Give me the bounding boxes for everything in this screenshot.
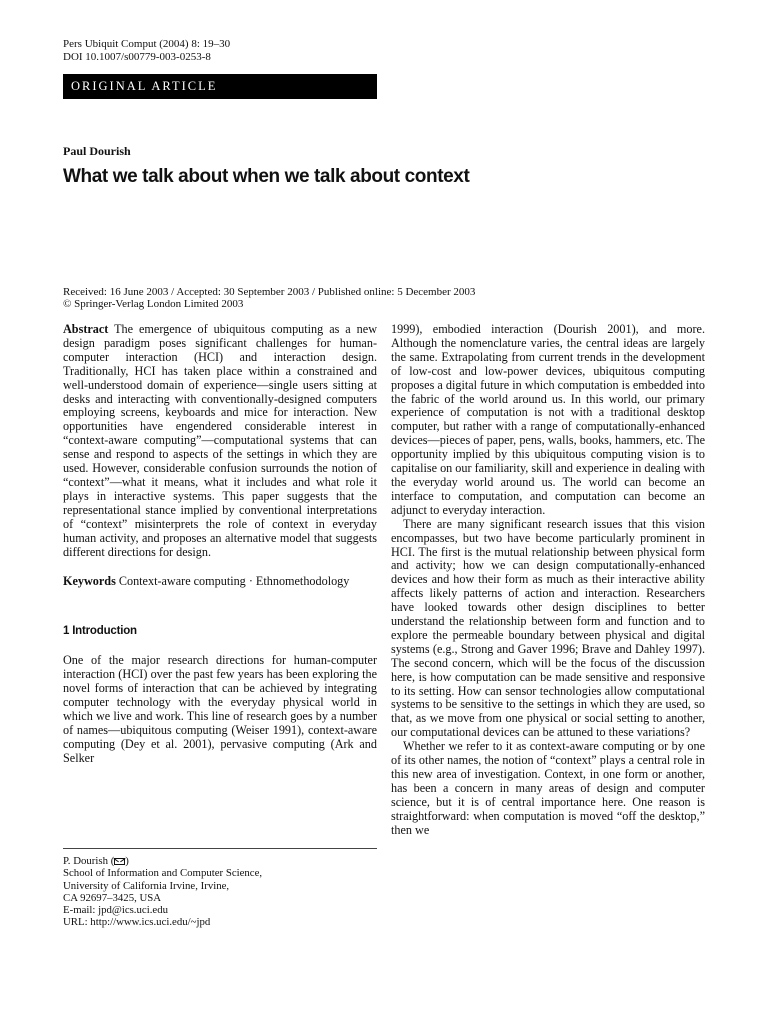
paper-title: What we talk about when we talk about context <box>63 166 470 187</box>
copyright-notice: © Springer-Verlag London Limited 2003 <box>63 298 244 310</box>
author-name: Paul Dourish <box>63 144 131 158</box>
footnote-university: University of California Irvine, Irvine, <box>63 879 230 892</box>
article-type-banner: ORIGINAL ARTICLE <box>63 74 377 99</box>
right-column <box>391 323 705 838</box>
left-column <box>63 323 377 765</box>
footnote-name-close: ) <box>125 855 129 867</box>
body-paragraph-3: Whether we refer to it as context-aware computing or by one of its other names, the notion of “context” plays a central role in this new area of investigation. Context, in one form or another, has been a concern in many areas of design and computer science, but it is of central importance here. One reason is straightforward: when computation is moved “off the desktop,” then we <box>391 739 705 837</box>
footnote-url: URL: http://www.ics.uci.edu/~jpd <box>63 916 211 929</box>
footnote-rule <box>63 848 377 849</box>
author-footnote <box>63 855 377 929</box>
body-paragraph-2: There are many significant research issues that this vision encompasses, but two have become particularly prominent in HCI. The first is the mutual relationship between physical form and activity; how we can design computationally-enhanced devices and how their form as much as their interactive ability affects likely patterns of action and interaction. Researchers have looked towards other design disciplines to better understand the relationship between form and function and to explore the permeable boundary between physical and digital systems (e.g., Strong and Gaver 1996; Brave and Dahley 1997). The second concern, which will be the focus of the discussion here, is how computation can be made sensitive and responsive to its setting. How can sensor technologies allow computational systems to be sensitive to the settings in which they are used, so that, as we move from one physical or social setting to another, our computational devices can be attuned to these variations? <box>391 516 705 740</box>
introduction-paragraph: One of the major research directions for human-computer interaction (HCI) over the past few years has been exploring the novel forms of interaction that can be achieved by integrating computer technology with the everyday physical world in which we live and work. This line of research goes by a number of names—ubiquitous computing (Weiser 1991), context-aware computing (Dey et al. 2001), pervasive computing (Ark and Selker <box>63 653 377 765</box>
publication-history: Received: 16 June 2003 / Accepted: 30 September 2003 / Published online: 5 December 2003 <box>63 286 476 298</box>
keywords-label: Keywords <box>63 574 116 589</box>
abstract-text: The emergence of ubiquitous computing as a new design paradigm poses significant challenges for human-computer interaction (HCI) and interaction design. Traditionally, HCI has taken place within a constrained and well-understood domain of experience—single users sitting at desks and interacting with conventionally-designed computers employing screens, keyboards and mice for interaction. New opportunities have engendered considerable interest in “context-aware computing”—computational systems that can sense and respond to aspects of the settings in which they are used. However, considerable confusion surrounds the notion of “context”—what it means, what it includes and what role it plays in interactive systems. This paper suggests that the representational stance implied by conventional interpretations of “context” misinterprets the role of context in everyday human activity, and proposes an alternative model that suggests different directions for design. <box>63 322 377 559</box>
section-heading-introduction: 1 Introduction <box>63 625 137 638</box>
abstract-label: Abstract <box>63 322 109 336</box>
footnote-email: E-mail: jpd@ics.uci.edu <box>63 904 168 917</box>
body-paragraph-1: 1999), embodied interaction (Dourish 2001), and more. Although the nomenclature varies, the central ideas are largely the same. Extrapolating from current trends in the development of low-cost and low-power devices, ubiquitous computing proposes a digital future in which computation is embedded into the fabric of the world around us. In this world, our primary experience of computation is not with a traditional desktop computer, but rather with a range of computationally-enhanced devices—pieces of paper, pens, walls, books, hammers, etc. The opportunity implied by this ubiquitous computing vision is to capitalise on our familiarity, skill and experience in dealing with the everyday world around us. The world can become an interface to computation, and computation can become an adjunct to everyday interaction. <box>391 322 705 517</box>
abstract <box>63 323 377 559</box>
envelope-icon <box>114 858 125 865</box>
keywords-text: Context-aware computing · Ethnomethodology <box>118 574 350 589</box>
journal-citation: Pers Ubiquit Comput (2004) 8: 19–30 <box>63 38 231 50</box>
keywords <box>63 575 377 589</box>
footnote-affiliation: School of Information and Computer Science, <box>63 867 263 880</box>
doi-line: DOI 10.1007/s00779-003-0253-8 <box>63 51 211 63</box>
footnote-name-line <box>63 855 377 867</box>
footnote-address: CA 92697–3425, USA <box>63 891 162 904</box>
footnote-name: P. Dourish ( <box>63 855 115 867</box>
